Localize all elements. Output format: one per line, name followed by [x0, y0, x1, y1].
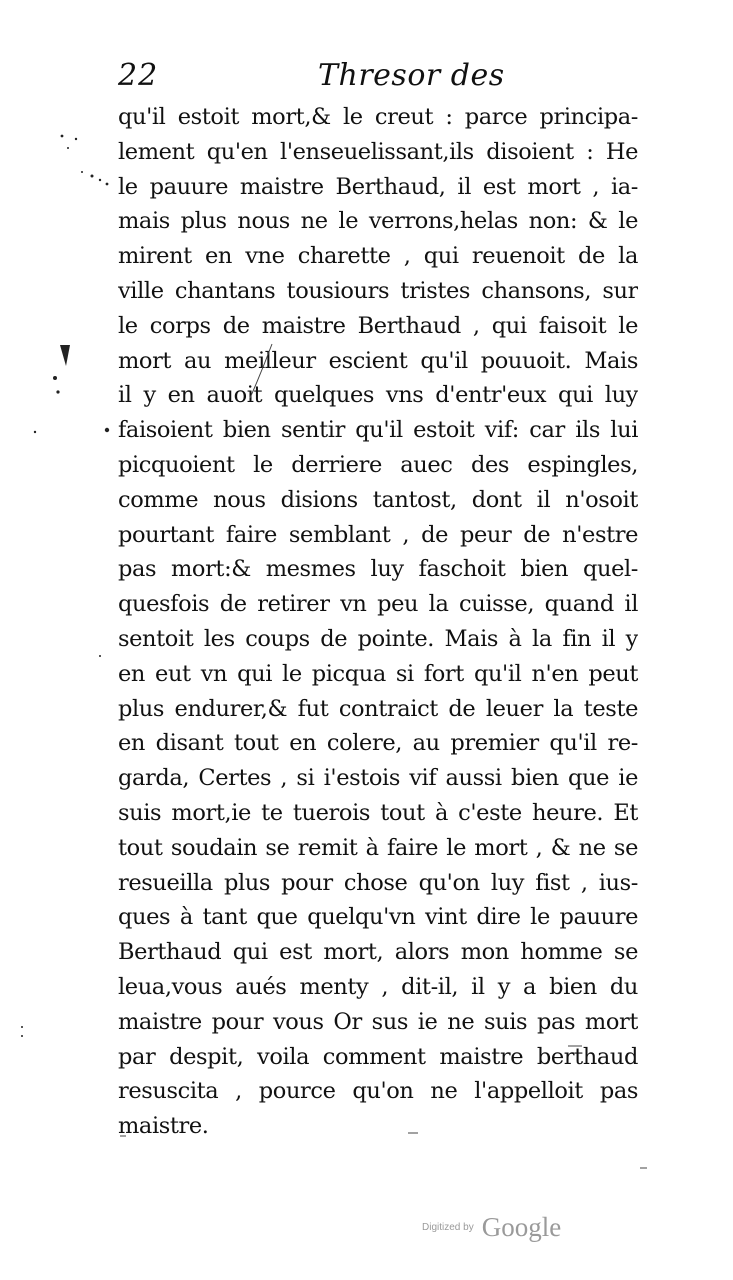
text-line: plus endurer,& fut contraict de leuer la teste: [118, 695, 638, 722]
text-line: lement qu'en l'enseuelissant,ils disoient : He: [118, 138, 638, 165]
text-line: pourtant faire semblant , de peur de n'estre: [118, 521, 638, 548]
text-line: picquoient le derriere auec des espingles,: [118, 451, 638, 478]
page-number: 22: [118, 58, 159, 93]
text-line: mais plus nous ne le verrons,helas non: & le: [118, 208, 638, 235]
text-line: tout soudain se remit à faire le mort , & ne se: [118, 834, 638, 861]
body-text: [118, 100, 638, 1144]
text-line: par despit, voila comment maistre berthaud: [118, 1043, 638, 1070]
text-line: faisoient bien sentir qu'il estoit vif: car ils lui: [118, 417, 638, 444]
running-head: Thresor des: [318, 58, 505, 93]
text-line: le pauure maistre Berthaud, il est mort , ia-: [118, 173, 638, 200]
text-line: mirent en vne charette , qui reuenoit de la: [118, 243, 638, 270]
text-line: en disant tout en colere, au premier qu'il re-: [118, 730, 638, 757]
text-line: sentoit les coups de pointe. Mais à la fin il y: [118, 625, 638, 652]
text-line: maistre pour vous Or sus ie ne suis pas mort: [118, 1008, 638, 1035]
text-line: comme nous disions tantost, dont il n'osoit: [118, 486, 638, 513]
page-header: [118, 58, 638, 98]
text-line: garda, Certes , si i'estois vif aussi bien que ie: [118, 765, 638, 792]
watermark-logo-text: Google: [481, 1212, 562, 1242]
text-line: resuscita , pource qu'on ne l'appelloit pas: [118, 1078, 638, 1105]
text-line: ques à tant que quelqu'vn vint dire le pauure: [118, 904, 638, 931]
text-line: il y en auoit quelques vns d'entr'eux qui luy: [118, 382, 638, 409]
text-line: pas mort:& mesmes luy faschoit bien quel-: [118, 556, 638, 583]
text-line: mort au meilleur escient qu'il pouuoit. Mais: [118, 347, 638, 374]
text-line: en eut vn qui le picqua si fort qu'il n'en peut: [118, 660, 638, 687]
text-line: Berthaud qui est mort, alors mon homme se: [118, 939, 638, 966]
text-line: le corps de maistre Berthaud , qui faisoit le: [118, 312, 638, 339]
text-line: ville chantans tousiours tristes chansons, sur: [118, 277, 638, 304]
digitized-by-google-watermark: [422, 1212, 561, 1243]
text-line: maistre.: [118, 1113, 209, 1140]
text-line: quesfois de retirer vn peu la cuisse, quand il: [118, 591, 638, 618]
text-line: suis mort,ie te tuerois tout à c'este heure. Et: [118, 799, 638, 826]
text-line: qu'il estoit mort,& le creut : parce principa-: [118, 104, 638, 130]
watermark-small-text: Digitized by: [422, 1222, 474, 1233]
text-line: resueilla plus pour chose qu'on luy fist , ius-: [118, 869, 638, 896]
text-line: leua,vous aués menty , dit-il, il y a bien du: [118, 973, 638, 1000]
